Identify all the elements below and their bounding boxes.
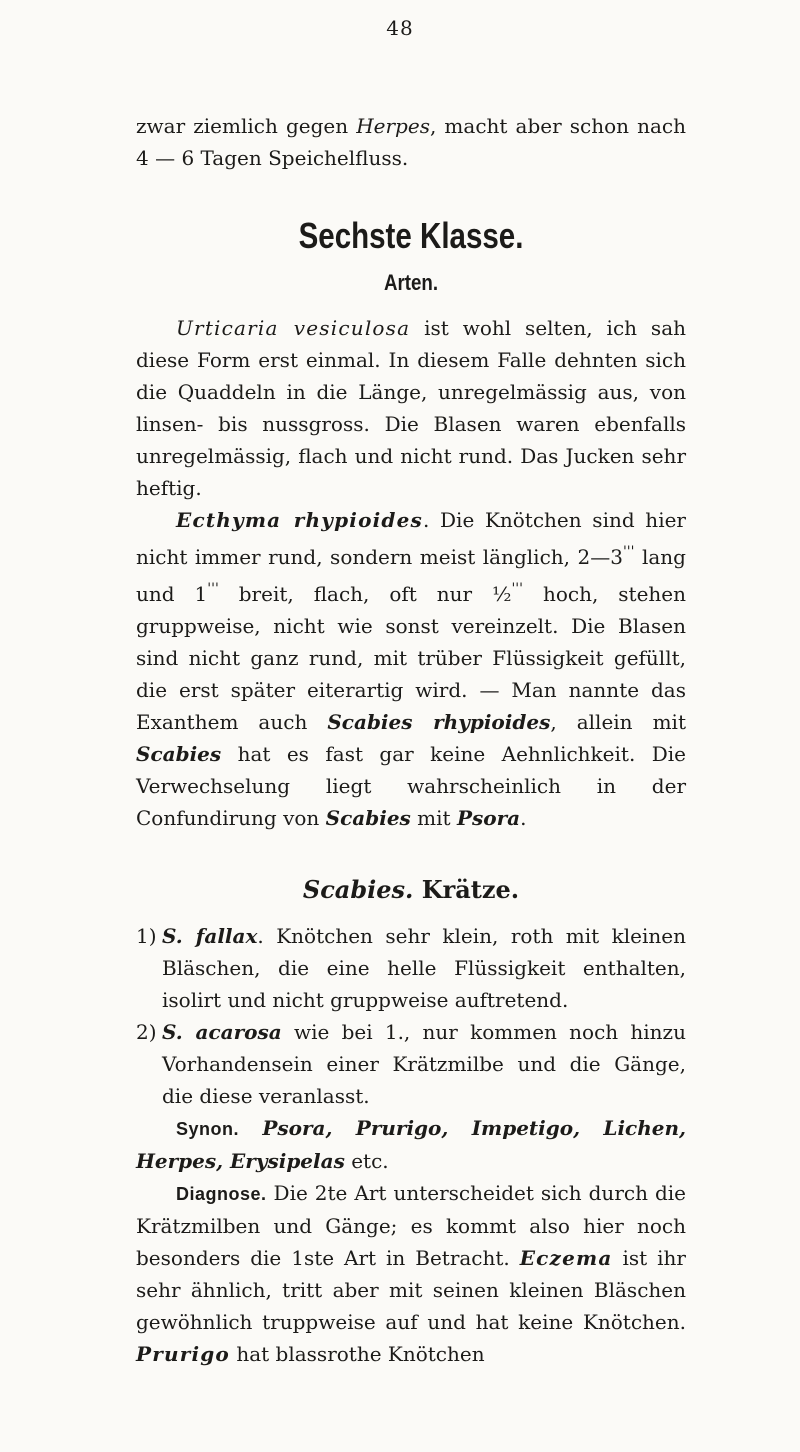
section-subheading: Arten. — [383, 270, 439, 295]
prurigo-term: Prurigo — [136, 1342, 230, 1366]
ecthyma-text-3: breit, flach, oft nur — [218, 582, 493, 606]
ecthyma-name: Ecthyma rhypioides — [176, 508, 423, 532]
synonym-label: Synon. — [176, 1119, 240, 1139]
scabies-heading-latin: Scabies. — [302, 875, 414, 904]
psora-term: Psora — [456, 806, 521, 830]
item-number: 1) — [136, 924, 157, 948]
ecthyma-text-6: hat es fast gar keine Aehnlichkeit. Die Verwechselung liegt wahrscheinlich in der Confundirung von — [136, 742, 686, 830]
intro-paragraph — [136, 110, 686, 174]
class-title: Sechste Klasse. — [298, 215, 524, 256]
half-fraction: ½ — [492, 582, 512, 606]
urticaria-name: Urticaria vesiculosa — [176, 316, 411, 340]
ecthyma-text-1: . Die Knötchen sind hier nicht immer rund, sondern meist länglich, 2—3 — [136, 508, 686, 569]
ecthyma-text-7: mit — [410, 806, 457, 830]
diagnose-text-1: Die 2te Art unterscheidet sich durch die Krätzmilben und Gänge; es kommt also hier noch besonders die 1ste Art in Betracht. — [136, 1181, 686, 1270]
diagnose-label: Diagnose. — [176, 1184, 267, 1204]
diagnose-paragraph — [136, 1177, 686, 1370]
item-name: S. acarosa — [162, 1020, 282, 1044]
lines-mark-3: ''' — [511, 581, 523, 597]
urticaria-text: ist wohl selten, ich sah diese Form erst einmal. In diesem Falle dehnten sich die Quaddeln in die Länge, unregelmässig aus, von linsen- bis nussgross. Die Blasen waren ebenfalls unregelmässig, flach und nicht rund. Das Jucken sehr heftig. — [136, 316, 686, 500]
scabies-heading — [136, 874, 686, 906]
scabies-term-2: Scabies — [325, 806, 411, 830]
intro-text-2: , macht aber schon nach 4 — 6 Tagen Speichelfluss. — [136, 114, 687, 170]
intro-herpes: Herpes — [356, 114, 430, 138]
synonym-list: Psora, Prurigo, Impetigo, Lichen, Herpes, Erysipelas — [136, 1116, 686, 1173]
ecthyma-text-8: . — [520, 806, 527, 830]
item-text: . Knötchen sehr klein, roth mit kleinen Bläschen, die eine helle Flüssigkeit enthalten, isolirt und nicht gruppweise auftretend. — [162, 924, 687, 1012]
scabies-rhypioides: Scabies rhypioides — [327, 710, 551, 734]
synonym-etc: etc. — [344, 1149, 389, 1173]
scabies-term-1: Scabies — [136, 742, 222, 766]
scabies-heading-german: Krätze. — [413, 875, 520, 904]
item-number: 2) — [136, 1020, 157, 1044]
list-item — [136, 920, 686, 1016]
diagnose-text-2: ist ihr sehr ähnlich, tritt aber mit seinen kleinen Bläschen gewöhnlich truppweise auf und hat keine Knötchen. — [136, 1246, 686, 1334]
synonym-paragraph — [136, 1112, 686, 1177]
page-body — [136, 110, 686, 1370]
lines-mark-2: ''' — [207, 581, 219, 597]
diagnose-text-3: hat blassrothe Knötchen — [229, 1342, 485, 1366]
item-name: S. fallax — [162, 924, 258, 948]
lines-mark-1: ''' — [622, 544, 635, 560]
eczema-term: Eczema — [519, 1246, 613, 1270]
page-number: 48 — [386, 16, 414, 40]
ecthyma-paragraph — [136, 504, 686, 834]
urticaria-paragraph — [136, 312, 686, 504]
list-item — [136, 1016, 686, 1112]
intro-text-1: zwar ziemlich gegen — [136, 114, 357, 138]
ecthyma-text-2: lang und 1 — [136, 545, 686, 606]
ecthyma-text-4: hoch, stehen gruppweise, nicht wie sonst vereinzelt. Die Blasen sind nicht ganz rund, mit trüber Flüssigkeit gefüllt, die erst später eiterartig wird. — Man nannte das Exanthem auch — [136, 582, 686, 734]
ecthyma-text-5: , allein mit — [550, 710, 686, 734]
item-text: wie bei 1., nur kommen noch hinzu Vorhandensein einer Krätzmilbe und die Gänge, die diese veranlasst. — [162, 1020, 686, 1108]
